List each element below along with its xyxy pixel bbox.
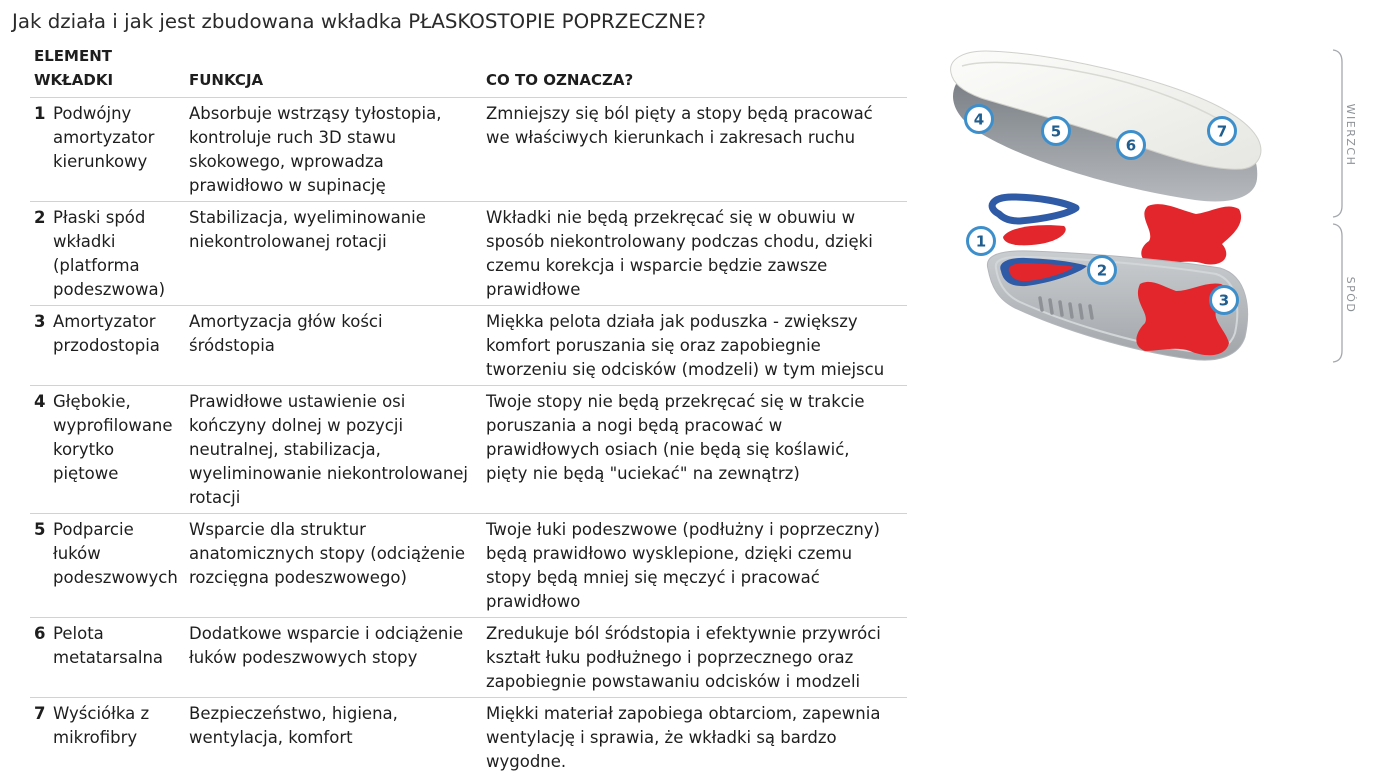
element-cell [30,514,185,618]
row-number: 6 [34,624,46,643]
element-name: Podwójny amortyzator kierunkowy [53,104,155,171]
element-cell [30,386,185,514]
element-wrapper [34,102,185,174]
insole-features-table [30,44,907,777]
marker-6 [1118,132,1145,159]
insole-bottom-layer [987,251,1247,360]
marker-1 [968,228,995,255]
element-wrapper [34,702,185,750]
table-row [30,386,907,514]
row-number: 7 [34,704,46,723]
marker-7-label: 7 [1216,122,1228,141]
marker-6-label: 6 [1125,136,1137,155]
ridge [1040,298,1042,310]
element-cell [30,306,185,386]
meaning-cell: Miękka pelota działa jak poduszka - zwiększy komfort poruszania się oraz zapobiegnie tworzeniu się odcisków (modzeli) w tym miejscu [484,306,907,386]
element-wrapper [34,518,185,590]
function-cell: Stabilizacja, wyeliminowanie niekontrolowanej rotacji [185,202,484,306]
marker-4 [966,106,993,133]
row-number: 2 [34,208,46,227]
element-name: Głębokie, wyprofilowane korytko piętowe [53,392,173,483]
element-cell [30,98,185,202]
marker-1-label: 1 [975,232,987,251]
meaning-cell: Twoje łuki podeszwowe (podłużny i poprzeczny) będą prawidłowo wysklepione, dzięki czemu stopy będą mniej się męczyć i pracować prawidłowo [484,514,907,618]
marker-4-label: 4 [973,110,985,129]
ridge [1090,306,1092,318]
header-function: FUNKCJA [185,44,484,98]
element-cell [30,202,185,306]
marker-2-label: 2 [1096,261,1108,280]
side-label-top: WIERZCH [1344,103,1357,167]
header-element: ELEMENT WKŁADKI [30,44,185,98]
element-name: Płaski spód wkładki (platforma podeszwowa) [53,208,166,299]
element-wrapper [34,310,185,358]
ridge [1080,305,1082,318]
insole-illustration [930,40,1370,370]
element-name: Amortyzator przodostopia [53,312,160,355]
element-cell [30,698,185,778]
marker-2 [1089,257,1116,284]
marker-5-label: 5 [1050,122,1062,141]
row-number: 4 [34,392,46,411]
element-cell [30,618,185,698]
bracket-bottom [1333,224,1342,362]
table-row [30,306,907,386]
row-number: 5 [34,520,46,539]
marker-7 [1209,118,1236,145]
heel-shock-absorber-pad [1003,225,1066,245]
function-cell: Prawidłowe ustawienie osi kończyny dolnej w pozycji neutralnej, stabilizacja, wyeliminowanie niekontrolowanej rotacji [185,386,484,514]
header-meaning: CO TO OZNACZA? [484,44,907,98]
meaning-cell: Miękki materiał zapobiega obtarciom, zapewnia wentylację i sprawia, że wkładki są bardzo wygodne. [486,704,881,771]
meaning-cell: Wkładki nie będą przekręcać się w obuwiu w sposób niekontrolowany podczas chodu, dzięki czemu korekcja i wsparcie będzie zawsze prawidłowe [484,202,907,306]
page-title: Jak działa i jak jest zbudowana wkładka PŁASKOSTOPIE POPRZECZNE? [12,10,707,33]
ridge [1050,300,1052,313]
marker-3-label: 3 [1218,291,1230,310]
element-name: Wyściółka z mikrofibry [53,704,150,747]
marker-3 [1211,287,1238,314]
element-wrapper [34,622,185,670]
element-name: Pelota metatarsalna [53,624,164,667]
function-cell: Bezpieczeństwo, higiena, wentylacja, komfort [189,704,398,747]
function-cell: Dodatkowe wsparcie i odciążenie łuków podeszwowych stopy [185,618,484,698]
marker-5 [1043,118,1070,145]
table-row [30,98,907,202]
bracket-top [1333,50,1342,217]
table-row [30,698,907,778]
meaning-cell: Zmniejszy się ból pięty a stopy będą pracować we właściwych kierunkach i zakresach ruchu [484,98,907,202]
meaning-cell: Twoje stopy nie będą przekręcać się w trakcie poruszania a nogi będą pracować w prawidłowych osiach (nie będą się koślawić, pięty nie będą "uciekać" na zewnątrz) [484,386,907,514]
ridge [1070,304,1072,317]
side-label-bottom: SPÓD [1344,276,1357,314]
function-cell: Amortyzacja głów kości śródstopia [185,306,484,386]
heel-cup-outline [992,197,1076,221]
element-wrapper [34,206,185,302]
forefoot-shock-absorber-pad [1141,204,1241,265]
table-header-row [30,44,907,98]
ridge [1060,302,1062,315]
function-cell: Absorbuje wstrząsy tyłostopia, kontroluje ruch 3D stawu skokowego, wprowadza prawidłowo w supinację [185,98,484,202]
table-row [30,514,907,618]
function-cell: Wsparcie dla struktur anatomicznych stopy (odciążenie rozcięgna podeszwowego) [185,514,484,618]
table-row [30,202,907,306]
row-number: 1 [34,104,46,123]
element-name: Podparcie łuków podeszwowych [53,520,178,587]
table-row [30,618,907,698]
row-number: 3 [34,312,46,331]
meaning-cell: Zredukuje ból śródstopia i efektywnie przywróci kształt łuku podłużnego i poprzecznego oraz zapobiegnie powstawaniu odcisków i modzeli [484,618,907,698]
element-wrapper [34,390,185,486]
